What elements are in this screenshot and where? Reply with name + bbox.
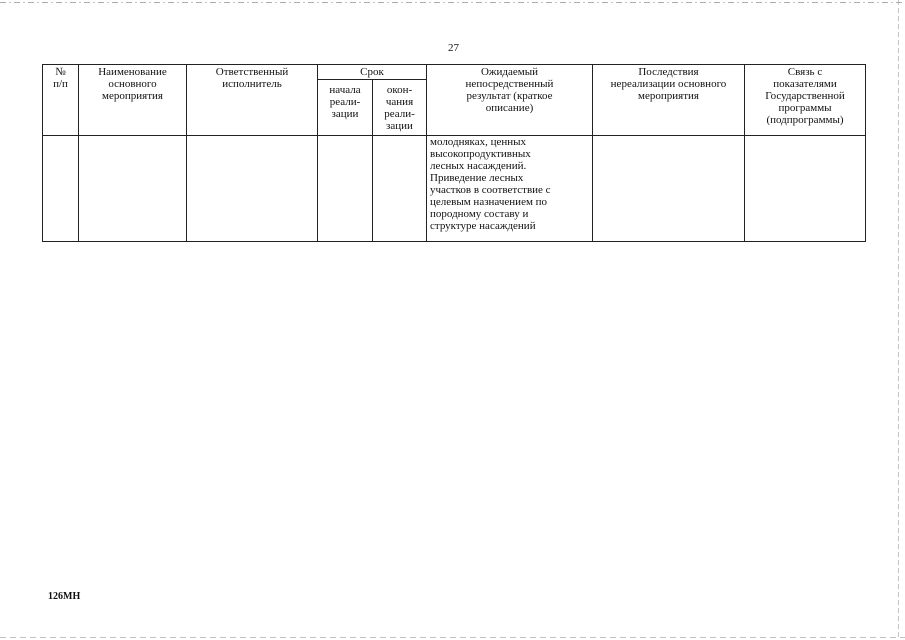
cell-consequences xyxy=(593,136,745,242)
header-num xyxy=(43,65,79,136)
cell-executor xyxy=(187,136,318,242)
scan-edge-bottom xyxy=(0,637,905,638)
header-term xyxy=(318,65,427,80)
page-number: 27 xyxy=(448,42,459,54)
cell-link xyxy=(745,136,866,242)
program-measures-table xyxy=(42,64,866,242)
header-link-label: Связь с показателями Государственной программы (подпрограммы) xyxy=(765,66,845,126)
header-name-label: Наименование основного мероприятия xyxy=(98,66,167,102)
header-link xyxy=(745,65,866,136)
cell-result-text: молодняках, ценных высокопродуктивных лесных насаждений. Приведение лесных участков в соответствие с целевым назначением по породному составу и структуре насаждений xyxy=(430,136,551,232)
header-name xyxy=(79,65,187,136)
cell-result xyxy=(427,136,593,242)
header-consequences-label: Последствия нереализации основного мероприятия xyxy=(610,66,727,102)
header-term-start-label: начала реали- зации xyxy=(329,84,361,120)
header-num-label: № п/п xyxy=(53,66,68,90)
scan-edge-top xyxy=(0,2,905,3)
header-executor xyxy=(187,65,318,136)
header-term-start xyxy=(318,80,373,136)
cell-num xyxy=(43,136,79,242)
cell-term-end xyxy=(373,136,427,242)
cell-name xyxy=(79,136,187,242)
header-result xyxy=(427,65,593,136)
header-result-label: Ожидаемый непосредственный результат (краткое описание) xyxy=(465,66,554,114)
header-term-end-label: окон- чания реали- зации xyxy=(384,84,415,132)
header-term-label: Срок xyxy=(360,66,384,78)
cell-term-start xyxy=(318,136,373,242)
header-executor-label: Ответственный исполнитель xyxy=(215,66,289,90)
header-consequences xyxy=(593,65,745,136)
scan-edge-right xyxy=(898,0,899,640)
table-row xyxy=(43,136,866,242)
footer-document-code: 126МН xyxy=(48,591,81,602)
header-term-end xyxy=(373,80,427,136)
